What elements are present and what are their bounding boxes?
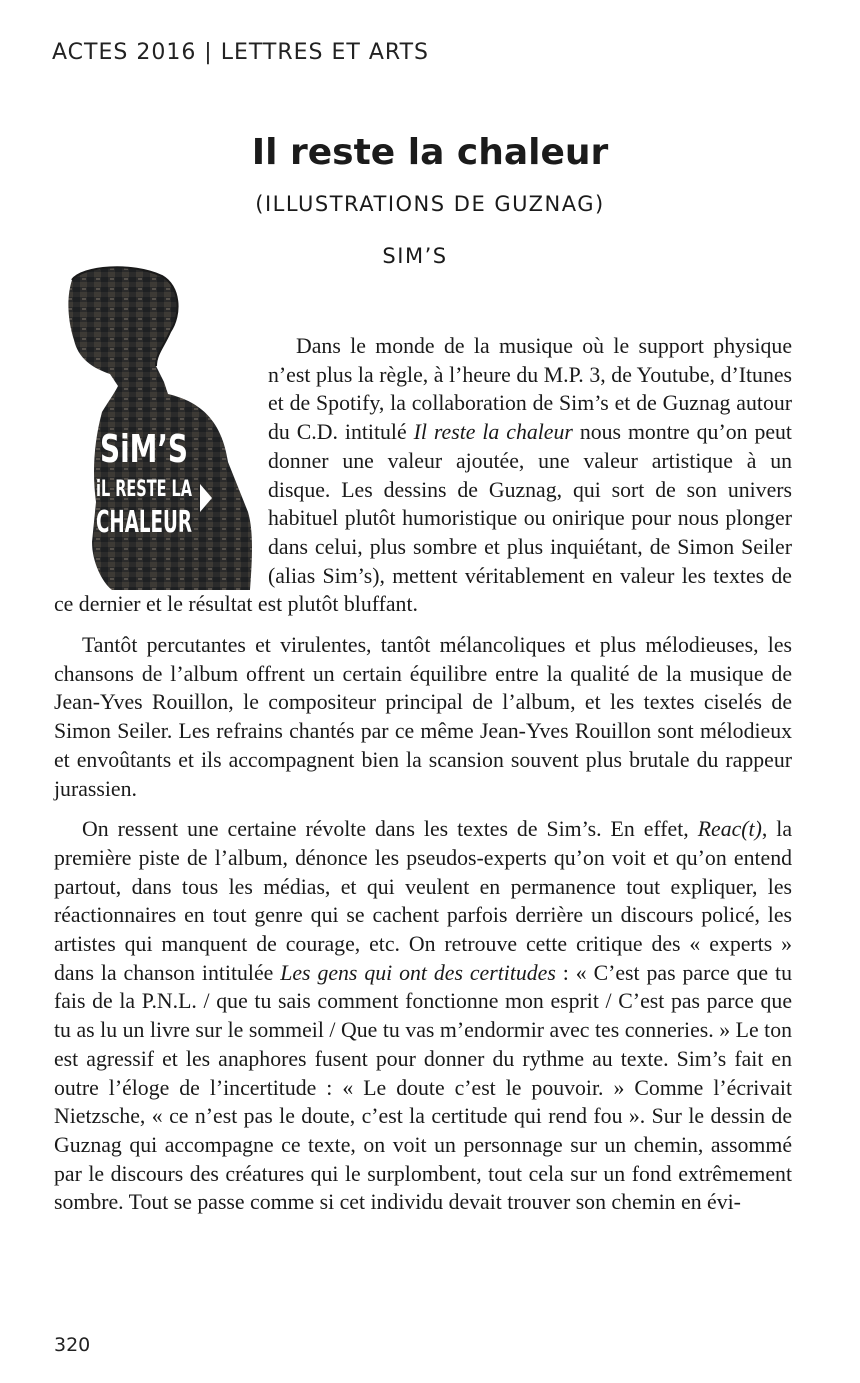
page-number: 320 <box>54 1334 91 1356</box>
article-body <box>54 332 792 1229</box>
paragraph-3: On ressent une certaine révolte dans les textes de Sim’s. En effet, Reac(t), la première piste de l’album, dénonce les pseudos-experts qu’on voit et qu’on entend partout, dans tous les médias, et qui veulent en permanence tout expliquer, les réactionnaires en tout genre qui se cachent parfois derrière un discours policé, les artistes qui manquent de courage, etc. On retrouve cette critique des « experts » dans la chanson intitulée Les gens qui ont des certitudes : « C’est pas parce que tu fais de la P.N.L. / que tu sais comment fonctionne mon esprit / C’est pas parce que tu as lu un livre sur le sommeil / Que tu vas m’endormir avec tes conneries. » Le ton est agressif et les anaphores fusent pour donner du rythme au texte. Sim’s fait en outre l’éloge de l’incertitude : « Le doute c’est le pouvoir. » Comme l’écrivait Nietzsche, « ce n’est pas le doute, c’est la certitude qui rend fou ». Sur le dessin de Guznag qui accompagne ce texte, on voit un personnage sur un chemin, assommé par le discours des créatures qui le surplombent, tout cela sur un fond extrêmement sombre. Tout se passe comme si cet individu devait trouver son chemin en évi- <box>54 817 792 1215</box>
article-subtitle: (ILLUSTRATIONS DE GUZNAG) <box>255 192 605 216</box>
article-author: SIM’S <box>382 244 448 268</box>
paragraph-1: Dans le monde de la musique où le support physique n’est plus la règle, à l’heure du M.P. 3, de Youtube, d’Itunes et de Spotify, la collaboration de Sim’s et de Guznag autour du C.D. intitulé Il reste la chaleur nous montre qu’on peut donner une valeur ajoutée, une valeur artistique à un disque. Les dessins de Guznag, qui sort de son univers habituel plutôt humoristique ou onirique pour nous plonger dans celui, plus sombre et plus inquiétant, de Simon Seiler (alias Sim’s), mettent véritablement en valeur les textes de ce dernier et le résultat est plutôt bluffant. <box>54 334 792 617</box>
cover-text-line2: iL RESTE LA <box>96 477 193 502</box>
cover-text-line3: CHALEUR <box>96 505 193 540</box>
article-title: Il reste la chaleur <box>251 132 609 173</box>
running-header: ACTES 2016 | LETTRES ET ARTS <box>52 40 429 65</box>
cover-text-line1: SiM’S <box>100 427 188 471</box>
paragraph-2: Tantôt percutantes et virulentes, tantôt mélancoliques et plus mélodieuses, les chansons de l’album offrent un certain équilibre entre la qualité de la musique de Jean-Yves Rouillon, le compositeur principal de l’album, et les textes ciselés de Simon Seiler. Les refrains chantés par ce même Jean-Yves Rouillon sont mélodieux et envoûtants et ils accompagnent bien la scansion souvent plus brutale du rappeur jurassien. <box>54 633 792 801</box>
